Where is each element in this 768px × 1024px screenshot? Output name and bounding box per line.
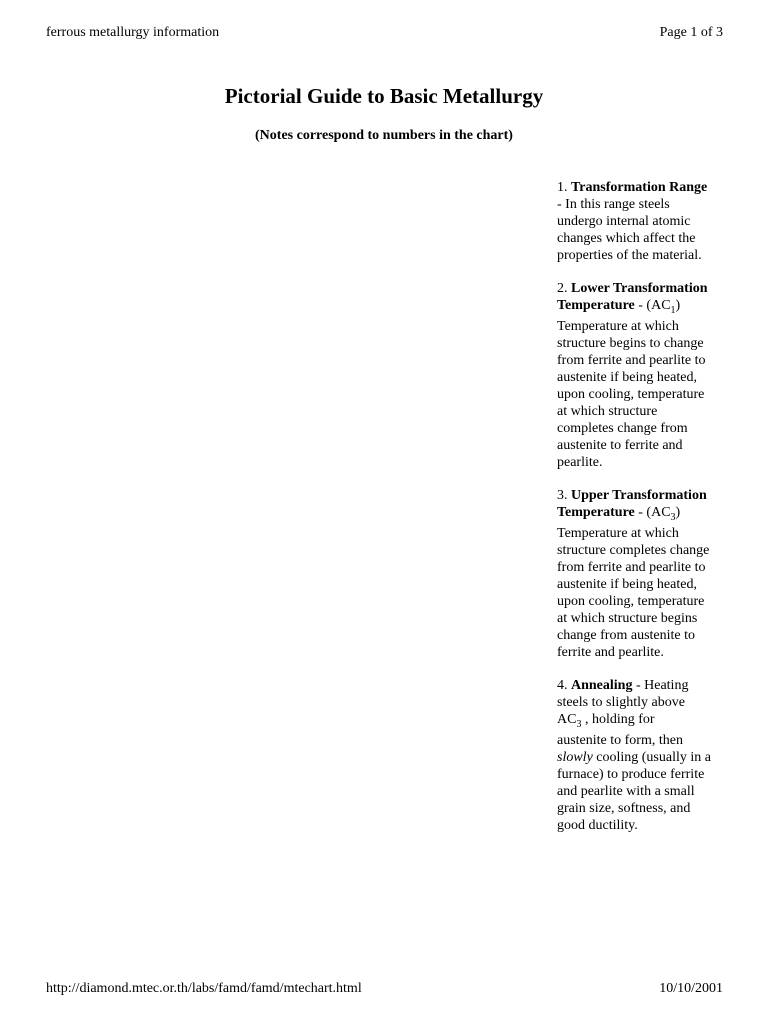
page-title: Pictorial Guide to Basic Metallurgy: [224, 84, 544, 108]
note-3-close: ): [675, 505, 681, 520]
note-4-text-d: cooling (usually in a furnace) to produce ferrite and pearlite with a small grain size, softness, and good ductility.: [557, 750, 711, 833]
note-3-term: Upper Transformation Temperature: [557, 488, 707, 520]
note-1: [557, 179, 712, 264]
note-3-heading: [557, 487, 712, 521]
note-4-subscript: 3: [576, 719, 582, 730]
note-2-heading: [557, 280, 712, 314]
page-subtitle: (Notes correspond to numbers in the chart): [255, 128, 513, 143]
note-4-text-c: austenite to form, then: [557, 733, 683, 748]
note-4-heading: [557, 677, 712, 728]
note-1-number: 1.: [557, 180, 568, 195]
note-2-close: ): [675, 298, 681, 313]
note-2-number: 2.: [557, 281, 568, 296]
note-4-text-a: - Heating steels to slightly above AC: [557, 678, 689, 727]
footer-date: 10/10/2001: [659, 981, 723, 996]
note-3-dash: - (AC: [634, 505, 671, 520]
note-1-term: Transformation Range: [571, 180, 708, 195]
notes-column: [557, 179, 712, 850]
note-4-text: [557, 732, 712, 834]
note-2-term: Lower Transformation Temperature: [557, 281, 708, 313]
note-4-emphasis: slowly: [557, 750, 593, 765]
note-4-text-b: , holding for: [581, 712, 655, 727]
note-1-text: - In this range steels undergo internal atomic changes which affect the properties of the material.: [557, 197, 702, 263]
page-number: Page 1 of 3: [659, 25, 723, 40]
page-header-title: ferrous metallurgy information: [46, 25, 220, 40]
note-3-subscript: 3: [670, 512, 676, 523]
note-4-number: 4.: [557, 678, 568, 693]
note-3-number: 3.: [557, 488, 568, 503]
note-3-text: Temperature at which structure completes change from ferrite and pearlite to austenite if being heated, upon cooling, temperature at which structure begins change from austenite to ferrite and pearlite.: [557, 526, 710, 660]
note-2-dash: - (AC: [634, 298, 671, 313]
note-2-subscript: 1: [670, 305, 676, 316]
footer-url: http://diamond.mtec.or.th/labs/famd/famd/mtechart.html: [46, 981, 362, 996]
note-2-text: Temperature at which structure begins to change from ferrite and pearlite to austenite if being heated, upon cooling, temperature at which structure completes change from austenite to ferrite and pearlite.: [557, 319, 706, 470]
note-4-term: Annealing: [571, 678, 633, 693]
